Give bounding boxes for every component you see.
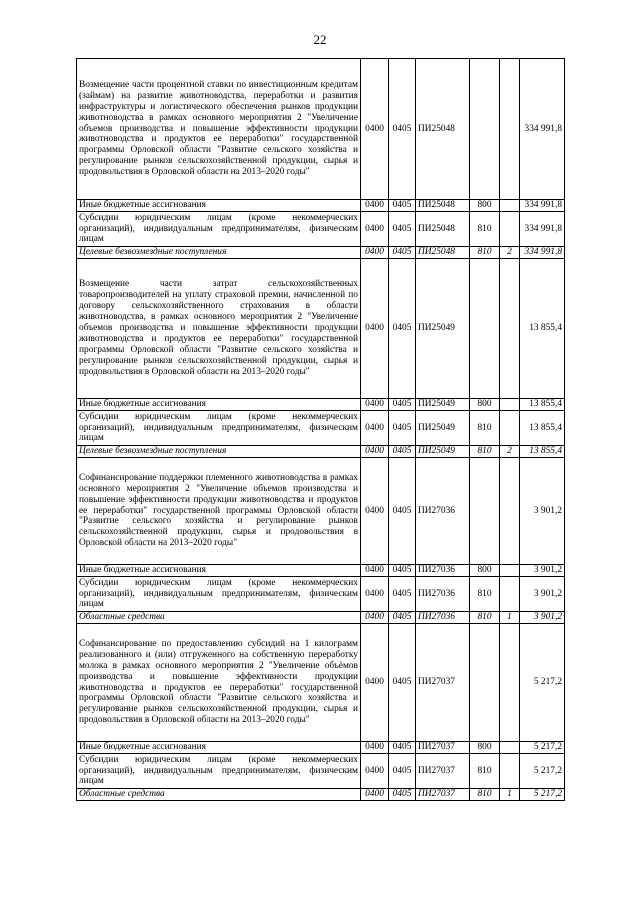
target-article-code: ПИ25049 bbox=[416, 411, 470, 446]
table-row bbox=[77, 458, 565, 565]
section-code: 0400 bbox=[361, 612, 389, 624]
table-row bbox=[77, 742, 565, 754]
expense-name: Субсидии юридическим лицам (кроме некоммерческих организаций), индивидуальным предпринимателям, физическим лицам bbox=[77, 411, 361, 446]
table-row bbox=[77, 612, 565, 624]
amount: 5 217,2 bbox=[520, 742, 565, 754]
table-row bbox=[77, 446, 565, 458]
table-row bbox=[77, 59, 565, 200]
subsection-code: 0405 bbox=[389, 59, 416, 200]
table-row bbox=[77, 259, 565, 399]
expense-type-code: 800 bbox=[470, 399, 500, 411]
section-code: 0400 bbox=[361, 59, 389, 200]
amount: 3 901,2 bbox=[520, 458, 565, 565]
funding-source-code bbox=[500, 577, 520, 612]
expense-type-code: 800 bbox=[470, 565, 500, 577]
subsection-code: 0405 bbox=[389, 754, 416, 789]
amount: 13 855,4 bbox=[520, 259, 565, 399]
section-code: 0400 bbox=[361, 577, 389, 612]
target-article-code: ПИ25049 bbox=[416, 446, 470, 458]
expense-type-code bbox=[470, 59, 500, 200]
section-code: 0400 bbox=[361, 399, 389, 411]
section-code: 0400 bbox=[361, 458, 389, 565]
funding-source-code bbox=[500, 742, 520, 754]
funding-source-code bbox=[500, 212, 520, 247]
target-article-code: ПИ25048 bbox=[416, 212, 470, 247]
expense-type-code: 810 bbox=[470, 212, 500, 247]
target-article-code: ПИ27036 bbox=[416, 612, 470, 624]
subsection-code: 0405 bbox=[389, 399, 416, 411]
subsection-code: 0405 bbox=[389, 624, 416, 742]
subsection-code: 0405 bbox=[389, 200, 416, 212]
amount: 334 991,8 bbox=[520, 59, 565, 200]
table-row bbox=[77, 624, 565, 742]
funding-source-code bbox=[500, 754, 520, 789]
section-code: 0400 bbox=[361, 624, 389, 742]
subsection-code: 0405 bbox=[389, 789, 416, 801]
target-article-code: ПИ25048 bbox=[416, 59, 470, 200]
table-row bbox=[77, 754, 565, 789]
expense-type-code: 800 bbox=[470, 742, 500, 754]
expense-name: Софинансирование поддержки племенного животноводства в рамках основного мероприятия 2 "Увеличение объемов производства и повышение эффективности продукции животноводства и продуктов ее переработки" государственной программы Орловской области "Развитие сельского хозяйства и регулирование рынков сельскохозяйственной продукции, сырья и продовольствия в Орловской области на 2013–2020 годы" bbox=[77, 458, 361, 565]
expense-type-code: 810 bbox=[470, 612, 500, 624]
expense-name: Целевые безвозмездные поступления bbox=[77, 247, 361, 259]
expense-name: Областные средства bbox=[77, 612, 361, 624]
funding-source-code bbox=[500, 624, 520, 742]
section-code: 0400 bbox=[361, 247, 389, 259]
subsection-code: 0405 bbox=[389, 247, 416, 259]
expense-name: Возмещение части затрат сельскохозяйственных товаропроизводителей на уплату страховой премии, начисленной по договору сельскохозяйственного страхования в области животноводства, в рамках основного мероприятия 2 "Увеличение объемов производства и повышение эффективности продукции животноводства и продуктов ее переработки" государственной программы Орловской области "Развитие сельского хозяйства и регулирование рынков сельскохозяйственной продукции, сырья и продовольствия в Орловской области на 2013–2020 годы" bbox=[77, 259, 361, 399]
funding-source-code: 1 bbox=[500, 789, 520, 801]
subsection-code: 0405 bbox=[389, 458, 416, 565]
expense-name: Целевые безвозмездные поступления bbox=[77, 446, 361, 458]
budget-table-body bbox=[77, 59, 565, 801]
target-article-code: ПИ25048 bbox=[416, 247, 470, 259]
expense-type-code bbox=[470, 624, 500, 742]
expense-type-code: 800 bbox=[470, 200, 500, 212]
amount: 3 901,2 bbox=[520, 612, 565, 624]
expense-name: Иные бюджетные ассигнования bbox=[77, 742, 361, 754]
target-article-code: ПИ25048 bbox=[416, 200, 470, 212]
section-code: 0400 bbox=[361, 411, 389, 446]
funding-source-code: 1 bbox=[500, 612, 520, 624]
funding-source-code: 2 bbox=[500, 247, 520, 259]
subsection-code: 0405 bbox=[389, 411, 416, 446]
amount: 334 991,8 bbox=[520, 247, 565, 259]
target-article-code: ПИ27037 bbox=[416, 742, 470, 754]
expense-name: Иные бюджетные ассигнования bbox=[77, 200, 361, 212]
table-row bbox=[77, 200, 565, 212]
funding-source-code bbox=[500, 399, 520, 411]
expense-type-code bbox=[470, 458, 500, 565]
funding-source-code bbox=[500, 259, 520, 399]
section-code: 0400 bbox=[361, 446, 389, 458]
table-row bbox=[77, 399, 565, 411]
amount: 13 855,4 bbox=[520, 446, 565, 458]
funding-source-code bbox=[500, 565, 520, 577]
expense-name: Субсидии юридическим лицам (кроме некоммерческих организаций), индивидуальным предпринимателям, физическим лицам bbox=[77, 577, 361, 612]
funding-source-code bbox=[500, 200, 520, 212]
subsection-code: 0405 bbox=[389, 446, 416, 458]
amount: 334 991,8 bbox=[520, 212, 565, 247]
amount: 3 901,2 bbox=[520, 577, 565, 612]
expense-type-code: 810 bbox=[470, 446, 500, 458]
subsection-code: 0405 bbox=[389, 259, 416, 399]
target-article-code: ПИ27037 bbox=[416, 624, 470, 742]
section-code: 0400 bbox=[361, 754, 389, 789]
expense-name: Областные средства bbox=[77, 789, 361, 801]
subsection-code: 0405 bbox=[389, 212, 416, 247]
table-row bbox=[77, 212, 565, 247]
expense-name: Субсидии юридическим лицам (кроме некоммерческих организаций), индивидуальным предпринимателям, физическим лицам bbox=[77, 212, 361, 247]
target-article-code: ПИ27037 bbox=[416, 754, 470, 789]
expense-type-code: 810 bbox=[470, 577, 500, 612]
subsection-code: 0405 bbox=[389, 612, 416, 624]
target-article-code: ПИ27036 bbox=[416, 458, 470, 565]
expense-type-code: 810 bbox=[470, 247, 500, 259]
section-code: 0400 bbox=[361, 259, 389, 399]
amount: 5 217,2 bbox=[520, 754, 565, 789]
table-row bbox=[77, 411, 565, 446]
expense-name: Возмещение части процентной ставки по инвестиционным кредитам (займам) на развитие животноводства, переработки и развития инфраструктуры и логистического обеспечения рынков продукции животноводства в рамках основного мероприятия 2 "Увеличение объемов производства и повышение эффективности продукции животноводства и продуктов ее переработки" государственной программы Орловской области "Развитие сельского хозяйства и регулирование рынков сельскохозяйственной продукции, сырья и продовольствия в Орловской области на 2013–2020 годы" bbox=[77, 59, 361, 200]
table-row bbox=[77, 247, 565, 259]
subsection-code: 0405 bbox=[389, 742, 416, 754]
subsection-code: 0405 bbox=[389, 565, 416, 577]
funding-source-code bbox=[500, 458, 520, 565]
target-article-code: ПИ25049 bbox=[416, 399, 470, 411]
expense-type-code: 810 bbox=[470, 411, 500, 446]
section-code: 0400 bbox=[361, 565, 389, 577]
target-article-code: ПИ25049 bbox=[416, 259, 470, 399]
table-row bbox=[77, 577, 565, 612]
expense-name: Субсидии юридическим лицам (кроме некоммерческих организаций), индивидуальным предпринимателям, физическим лицам bbox=[77, 754, 361, 789]
amount: 334 991,8 bbox=[520, 200, 565, 212]
table-row bbox=[77, 789, 565, 801]
section-code: 0400 bbox=[361, 212, 389, 247]
expense-type-code: 810 bbox=[470, 789, 500, 801]
expense-type-code bbox=[470, 259, 500, 399]
expense-type-code: 810 bbox=[470, 754, 500, 789]
funding-source-code: 2 bbox=[500, 446, 520, 458]
expense-name: Софинансирование по предоставлению субсидий на 1 килограмм реализованного и (или) отгруженного на собственную переработку молока в рамках основного мероприятия 2 "Увеличение объёмов производства и повышение эффективности продукции животноводства и продуктов ее переработки" государственной программы Орловской области "Развитие сельского хозяйства и регулирование рынков сельскохозяйственной продукции, сырья и продовольствия в Орловской области на 2013–2020 годы" bbox=[77, 624, 361, 742]
budget-table bbox=[76, 58, 565, 801]
section-code: 0400 bbox=[361, 789, 389, 801]
section-code: 0400 bbox=[361, 200, 389, 212]
funding-source-code bbox=[500, 411, 520, 446]
expense-name: Иные бюджетные ассигнования bbox=[77, 565, 361, 577]
section-code: 0400 bbox=[361, 742, 389, 754]
amount: 3 901,2 bbox=[520, 565, 565, 577]
expense-name: Иные бюджетные ассигнования bbox=[77, 399, 361, 411]
amount: 5 217,2 bbox=[520, 789, 565, 801]
funding-source-code bbox=[500, 59, 520, 200]
table-row bbox=[77, 565, 565, 577]
target-article-code: ПИ27036 bbox=[416, 577, 470, 612]
amount: 13 855,4 bbox=[520, 411, 565, 446]
page-number: 22 bbox=[313, 32, 327, 47]
amount: 5 217,2 bbox=[520, 624, 565, 742]
amount: 13 855,4 bbox=[520, 399, 565, 411]
target-article-code: ПИ27036 bbox=[416, 565, 470, 577]
target-article-code: ПИ27037 bbox=[416, 789, 470, 801]
subsection-code: 0405 bbox=[389, 577, 416, 612]
